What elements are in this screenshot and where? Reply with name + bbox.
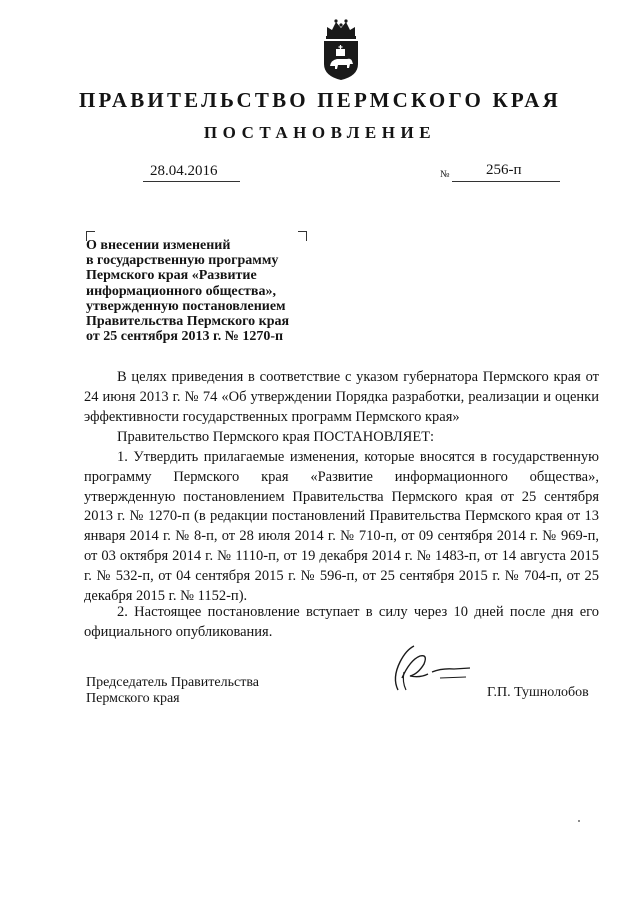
subject-line: информационного общества»,: [86, 283, 276, 299]
subject-line: О внесении изменений: [86, 238, 231, 253]
document-number: 256-п: [486, 162, 522, 178]
number-underline: [452, 181, 560, 182]
subject-line: в государственную программу: [86, 253, 279, 269]
scan-speck: [578, 820, 580, 822]
subject-line: Правительства Пермского края: [86, 314, 290, 330]
document-type: ПОСТАНОВЛЕНИЕ: [203, 123, 437, 142]
preamble-paragraph: В целях приведения в соответствие с указом губернатора Пермского края от 24 июня 2013 г. № 74 «Об утверждении Порядка разработки, реализации и оценки эффективности государственных программ Пермского края»: [84, 369, 599, 425]
subject-line: утвержденную постановлением: [86, 298, 286, 314]
document-subject: [86, 238, 316, 344]
document-date: 28.04.2016: [150, 163, 218, 179]
signatory-position: [86, 675, 259, 707]
signatory-position-line: Председатель Правительства: [86, 675, 259, 690]
number-sign: №: [440, 169, 450, 180]
subject-line: Пермского края «Развитие: [86, 268, 257, 284]
item-1-paragraph: 1. Утвердить прилагаемые изменения, которые вносятся в государственную программу Пермского края «Развитие информационного общества», утвержденную постановлением Правительства Пермского края от 25 сентября 2013 г. № 1270-п (в редакции постановлений Правительства Пермского края от 13 января 2014 г. № 8-п, от 28 июля 2014 г. № 710-п, от 09 сентября 2014 г. № 969-п, от 03 октября 2014 г. № 1110-п, от 19 декабря 2014 г. № 1483-п, от 14 августа 2015 г. № 532-п, от 04 сентября 2015 г. № 596-п, от 25 сентября 2015 г. № 704-п, от 25 декабря 2015 г. № 1152-п).: [84, 449, 599, 604]
perm-krai-coat-of-arms-icon: [318, 16, 364, 82]
handwritten-signature: [380, 638, 490, 698]
signatory-position-line: Пермского края: [86, 691, 180, 706]
date-underline: [143, 181, 240, 182]
item-2-paragraph: 2. Настоящее постановление вступает в силу через 10 дней после дня его официального опубликования.: [84, 604, 599, 640]
resolves-paragraph: Правительство Пермского края ПОСТАНОВЛЯЕТ:: [117, 429, 435, 445]
signatory-name: Г.П. Тушнолобов: [487, 685, 589, 700]
subject-line: от 25 сентября 2013 г. № 1270-п: [86, 329, 284, 345]
organization-title: ПРАВИТЕЛЬСТВО ПЕРМСКОГО КРАЯ: [78, 88, 561, 112]
